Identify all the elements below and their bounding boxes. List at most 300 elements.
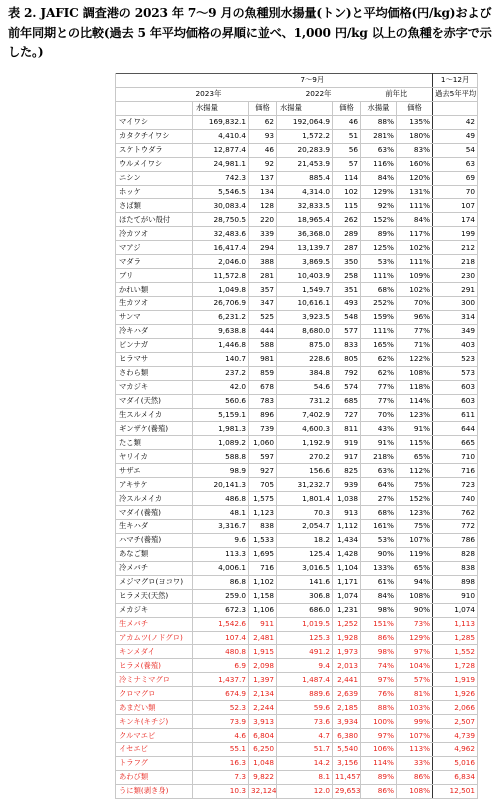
cell-v23: 1,089.2	[193, 436, 249, 450]
cell-rp: 65%	[397, 450, 433, 464]
table-row	[116, 380, 478, 394]
cell-p23: 739	[249, 422, 277, 436]
cell-v22: 889.6	[277, 687, 333, 701]
cell-p23: 927	[249, 464, 277, 478]
cell-v22: 306.8	[277, 589, 333, 603]
fish-species-name: クロマグロ	[116, 687, 193, 701]
fish-species-name: ヒラメ(養殖)	[116, 659, 193, 673]
cell-rp: 73%	[397, 617, 433, 631]
cell-p23: 896	[249, 408, 277, 422]
cell-v23: 73.9	[193, 715, 249, 729]
cell-rv: 133%	[361, 561, 397, 575]
fish-species-name: ハマチ(養殖)	[116, 533, 193, 547]
table-row	[116, 227, 478, 241]
cell-avg: 49	[433, 129, 478, 143]
cell-p22: 574	[333, 380, 361, 394]
table-row	[116, 575, 478, 589]
cell-rv: 86%	[361, 631, 397, 645]
cell-avg: 786	[433, 533, 478, 547]
cell-v22: 32,833.5	[277, 199, 333, 213]
cell-rv: 64%	[361, 478, 397, 492]
table-row	[116, 185, 478, 199]
cell-v23: 10.3	[193, 784, 249, 798]
cell-p22: 493	[333, 297, 361, 311]
cell-rp: 94%	[397, 575, 433, 589]
cell-avg: 1,552	[433, 645, 478, 659]
cell-rv: 53%	[361, 255, 397, 269]
cell-p22: 2,441	[333, 673, 361, 687]
cell-v22: 51.7	[277, 743, 333, 757]
fish-species-name: マダイ(養殖)	[116, 506, 193, 520]
fish-species-name: ニシン	[116, 171, 193, 185]
cell-v23: 16,417.4	[193, 241, 249, 255]
fish-species-name: サザエ	[116, 464, 193, 478]
fish-species-name: スケトウダラ	[116, 143, 193, 157]
cell-rp: 33%	[397, 756, 433, 770]
cell-p23: 783	[249, 394, 277, 408]
cell-v23: 480.8	[193, 645, 249, 659]
table-row	[116, 659, 478, 673]
cell-rv: 76%	[361, 687, 397, 701]
cell-avg: 1,285	[433, 631, 478, 645]
cell-p22: 1,434	[333, 533, 361, 547]
table-caption: 表 2. JAFIC 調査港の 2023 年 7～9 月の魚種別水揚量(トン)と平均価格(円/kg)および前年同期との比較(過去 5 年平均価格の昇順に並べ、1,000 円/kg 以上の魚種を赤字で示した。)	[8, 6, 492, 59]
cell-v22: 731.2	[277, 394, 333, 408]
cell-rp: 123%	[397, 506, 433, 520]
cell-rv: 53%	[361, 533, 397, 547]
cell-rv: 43%	[361, 422, 397, 436]
fish-species-name: クルマエビ	[116, 729, 193, 743]
cell-avg: 174	[433, 213, 478, 227]
fish-price-table	[115, 73, 477, 799]
cell-rp: 180%	[397, 129, 433, 143]
table-row	[116, 701, 478, 715]
cell-v23: 86.8	[193, 575, 249, 589]
cell-v22: 1,019.5	[277, 617, 333, 631]
cell-rv: 151%	[361, 617, 397, 631]
cell-rv: 84%	[361, 589, 397, 603]
fish-species-name: マイワシ	[116, 115, 193, 129]
cell-rv: 152%	[361, 213, 397, 227]
table-row	[116, 199, 478, 213]
cell-avg: 1,074	[433, 603, 478, 617]
cell-p23: 911	[249, 617, 277, 631]
cell-p23: 705	[249, 478, 277, 492]
fish-species-name: キンメダイ	[116, 645, 193, 659]
header-price-2022: 価格	[333, 101, 361, 115]
cell-v22: 156.6	[277, 464, 333, 478]
cell-avg: 1,926	[433, 687, 478, 701]
cell-p23: 444	[249, 324, 277, 338]
cell-rp: 152%	[397, 492, 433, 506]
cell-v23: 26,706.9	[193, 297, 249, 311]
cell-v23: 674.9	[193, 687, 249, 701]
table-row	[116, 283, 478, 297]
fish-species-name: メジマグロ(ヨコワ)	[116, 575, 193, 589]
cell-p22: 57	[333, 157, 361, 171]
cell-v23: 9,638.8	[193, 324, 249, 338]
fish-species-name: 冷カツオ	[116, 227, 193, 241]
cell-v22: 18.2	[277, 533, 333, 547]
cell-rp: 109%	[397, 269, 433, 283]
cell-rp: 111%	[397, 199, 433, 213]
cell-v23: 98.9	[193, 464, 249, 478]
table-row	[116, 533, 478, 547]
cell-rp: 129%	[397, 631, 433, 645]
cell-v22: 20,283.9	[277, 143, 333, 157]
cell-v22: 1,487.4	[277, 673, 333, 687]
cell-avg: 69	[433, 171, 478, 185]
cell-avg: 5,016	[433, 756, 478, 770]
cell-p23: 137	[249, 171, 277, 185]
cell-v22: 12.0	[277, 784, 333, 798]
table-row	[116, 408, 478, 422]
cell-avg: 644	[433, 422, 478, 436]
cell-p22: 548	[333, 310, 361, 324]
fish-species-name: マアジ	[116, 241, 193, 255]
cell-rp: 113%	[397, 743, 433, 757]
cell-v23: 20,141.3	[193, 478, 249, 492]
cell-avg: 314	[433, 310, 478, 324]
cell-v23: 4.6	[193, 729, 249, 743]
table-row	[116, 561, 478, 575]
cell-p22: 262	[333, 213, 361, 227]
fish-species-name: メカジキ	[116, 603, 193, 617]
header-period-jan-dec: 1～12月	[433, 74, 478, 88]
cell-rv: 88%	[361, 115, 397, 129]
cell-rp: 86%	[397, 770, 433, 784]
table-row	[116, 603, 478, 617]
cell-p23: 588	[249, 338, 277, 352]
cell-rv: 91%	[361, 436, 397, 450]
cell-avg: 4,739	[433, 729, 478, 743]
table-row	[116, 338, 478, 352]
cell-p23: 3,913	[249, 715, 277, 729]
fish-species-name: ヒラメ天(天然)	[116, 589, 193, 603]
cell-avg: 70	[433, 185, 478, 199]
cell-rv: 252%	[361, 297, 397, 311]
cell-p23: 1,158	[249, 589, 277, 603]
fish-species-name: ヒラマサ	[116, 352, 193, 366]
cell-rv: 77%	[361, 394, 397, 408]
cell-avg: 300	[433, 297, 478, 311]
cell-p22: 1,928	[333, 631, 361, 645]
cell-p23: 1,102	[249, 575, 277, 589]
cell-v23: 237.2	[193, 366, 249, 380]
fish-species-name: ヤリイカ	[116, 450, 193, 464]
cell-p23: 981	[249, 352, 277, 366]
cell-v22: 8.1	[277, 770, 333, 784]
table-row	[116, 464, 478, 478]
cell-rp: 160%	[397, 157, 433, 171]
cell-v22: 384.8	[277, 366, 333, 380]
cell-v22: 4,314.0	[277, 185, 333, 199]
table-row	[116, 715, 478, 729]
header-year-2022: 2022年	[277, 87, 361, 101]
cell-p23: 220	[249, 213, 277, 227]
cell-p22: 811	[333, 422, 361, 436]
fish-species-name: トラフグ	[116, 756, 193, 770]
cell-rp: 120%	[397, 171, 433, 185]
cell-rv: 165%	[361, 338, 397, 352]
cell-v22: 1,801.4	[277, 492, 333, 506]
cell-rv: 77%	[361, 380, 397, 394]
cell-p22: 727	[333, 408, 361, 422]
cell-avg: 230	[433, 269, 478, 283]
cell-v22: 4.7	[277, 729, 333, 743]
cell-rv: 97%	[361, 673, 397, 687]
cell-p22: 939	[333, 478, 361, 492]
cell-rp: 97%	[397, 645, 433, 659]
cell-rv: 68%	[361, 506, 397, 520]
cell-rv: 116%	[361, 157, 397, 171]
cell-p22: 287	[333, 241, 361, 255]
cell-rv: 27%	[361, 492, 397, 506]
fish-species-name: ビンナガ	[116, 338, 193, 352]
cell-avg: 716	[433, 464, 478, 478]
cell-v22: 686.0	[277, 603, 333, 617]
cell-p23: 1,695	[249, 547, 277, 561]
cell-p23: 1,397	[249, 673, 277, 687]
header-volume-2022: 水揚量	[277, 101, 333, 115]
cell-rp: 104%	[397, 659, 433, 673]
cell-rv: 62%	[361, 366, 397, 380]
cell-p23: 1,060	[249, 436, 277, 450]
cell-avg: 838	[433, 561, 478, 575]
table-row	[116, 478, 478, 492]
cell-v22: 125.3	[277, 631, 333, 645]
table-row	[116, 129, 478, 143]
cell-p23: 6,250	[249, 743, 277, 757]
table-row	[116, 171, 478, 185]
cell-p23: 1,123	[249, 506, 277, 520]
table-row	[116, 213, 478, 227]
cell-p22: 825	[333, 464, 361, 478]
cell-avg: 63	[433, 157, 478, 171]
table-row	[116, 743, 478, 757]
cell-p23: 1,575	[249, 492, 277, 506]
cell-p23: 46	[249, 143, 277, 157]
cell-p22: 56	[333, 143, 361, 157]
cell-avg: 42	[433, 115, 478, 129]
cell-p22: 46	[333, 115, 361, 129]
cell-p22: 805	[333, 352, 361, 366]
cell-avg: 1,919	[433, 673, 478, 687]
cell-avg: 6,834	[433, 770, 478, 784]
cell-v23: 742.3	[193, 171, 249, 185]
table-row	[116, 770, 478, 784]
cell-rp: 103%	[397, 701, 433, 715]
cell-v22: 31,232.7	[277, 478, 333, 492]
table-row	[116, 115, 478, 129]
cell-p22: 29,653	[333, 784, 361, 798]
cell-p22: 2,639	[333, 687, 361, 701]
cell-p23: 525	[249, 310, 277, 324]
cell-rv: 161%	[361, 520, 397, 534]
cell-v22: 1,572.2	[277, 129, 333, 143]
cell-p23: 134	[249, 185, 277, 199]
table-row	[116, 729, 478, 743]
table-row	[116, 352, 478, 366]
fish-species-name: 生メバチ	[116, 617, 193, 631]
cell-v23: 1,437.7	[193, 673, 249, 687]
table-row	[116, 297, 478, 311]
cell-rv: 92%	[361, 199, 397, 213]
cell-v22: 3,923.5	[277, 310, 333, 324]
cell-rv: 114%	[361, 756, 397, 770]
cell-v23: 140.7	[193, 352, 249, 366]
cell-v22: 1,192.9	[277, 436, 333, 450]
cell-p22: 1,973	[333, 645, 361, 659]
cell-v23: 52.3	[193, 701, 249, 715]
fish-species-name: アカムツ(ノドグロ)	[116, 631, 193, 645]
table-row	[116, 157, 478, 171]
cell-v22: 4,600.3	[277, 422, 333, 436]
cell-rv: 281%	[361, 129, 397, 143]
cell-avg: 611	[433, 408, 478, 422]
cell-rv: 61%	[361, 575, 397, 589]
cell-p23: 92	[249, 157, 277, 171]
table-row	[116, 310, 478, 324]
cell-rv: 68%	[361, 283, 397, 297]
cell-v22: 491.2	[277, 645, 333, 659]
cell-rv: 111%	[361, 324, 397, 338]
cell-rv: 97%	[361, 729, 397, 743]
fish-species-name: あまだい類	[116, 701, 193, 715]
cell-p22: 115	[333, 199, 361, 213]
cell-rp: 75%	[397, 478, 433, 492]
cell-p23: 62	[249, 115, 277, 129]
cell-avg: 772	[433, 520, 478, 534]
fish-species-name: 冷ミナミマグロ	[116, 673, 193, 687]
cell-v23: 32,483.6	[193, 227, 249, 241]
cell-p22: 351	[333, 283, 361, 297]
table-row	[116, 255, 478, 269]
cell-avg: 523	[433, 352, 478, 366]
cell-v22: 192,064.9	[277, 115, 333, 129]
cell-rp: 111%	[397, 255, 433, 269]
table-row	[116, 687, 478, 701]
table-row	[116, 143, 478, 157]
cell-v22: 3,869.5	[277, 255, 333, 269]
cell-p23: 32,124	[249, 784, 277, 798]
cell-v23: 28,750.5	[193, 213, 249, 227]
cell-p22: 102	[333, 185, 361, 199]
cell-v22: 10,616.1	[277, 297, 333, 311]
cell-rv: 98%	[361, 603, 397, 617]
cell-v23: 30,083.4	[193, 199, 249, 213]
cell-p23: 294	[249, 241, 277, 255]
cell-v23: 4,006.1	[193, 561, 249, 575]
cell-v23: 42.0	[193, 380, 249, 394]
cell-rp: 114%	[397, 394, 433, 408]
fish-species-name: 冷キハダ	[116, 324, 193, 338]
cell-p23: 1,048	[249, 756, 277, 770]
fish-species-name: ギンザケ(養殖)	[116, 422, 193, 436]
cell-rv: 100%	[361, 715, 397, 729]
cell-v23: 4,410.4	[193, 129, 249, 143]
cell-p23: 388	[249, 255, 277, 269]
cell-avg: 603	[433, 394, 478, 408]
cell-avg: 723	[433, 478, 478, 492]
cell-avg: 199	[433, 227, 478, 241]
cell-p22: 833	[333, 338, 361, 352]
cell-avg: 762	[433, 506, 478, 520]
cell-avg: 403	[433, 338, 478, 352]
table-body	[116, 115, 478, 798]
cell-p22: 1,171	[333, 575, 361, 589]
cell-v23: 1,446.8	[193, 338, 249, 352]
cell-avg: 218	[433, 255, 478, 269]
cell-v23: 12,877.4	[193, 143, 249, 157]
cell-avg: 740	[433, 492, 478, 506]
cell-rv: 218%	[361, 450, 397, 464]
cell-v22: 13,139.7	[277, 241, 333, 255]
fish-species-name: キンキ(キチジ)	[116, 715, 193, 729]
fish-species-name: ブリ	[116, 269, 193, 283]
cell-v23: 5,159.1	[193, 408, 249, 422]
cell-rp: 84%	[397, 213, 433, 227]
cell-avg: 710	[433, 450, 478, 464]
cell-rv: 62%	[361, 352, 397, 366]
cell-v23: 1,049.8	[193, 283, 249, 297]
fish-species-name: あわび類	[116, 770, 193, 784]
cell-v22: 2,054.7	[277, 520, 333, 534]
cell-p22: 5,540	[333, 743, 361, 757]
header-volume-2023: 水揚量	[193, 101, 249, 115]
cell-rp: 99%	[397, 715, 433, 729]
cell-p23: 2,244	[249, 701, 277, 715]
cell-p23: 597	[249, 450, 277, 464]
cell-v22: 70.3	[277, 506, 333, 520]
table-row	[116, 366, 478, 380]
fish-species-name: マダイ(天然)	[116, 394, 193, 408]
cell-rp: 117%	[397, 227, 433, 241]
fish-species-name: アキサケ	[116, 478, 193, 492]
table-row	[116, 520, 478, 534]
cell-rp: 123%	[397, 408, 433, 422]
table-row	[116, 673, 478, 687]
cell-avg: 828	[433, 547, 478, 561]
header-price-2023: 価格	[249, 101, 277, 115]
cell-p22: 3,934	[333, 715, 361, 729]
cell-rv: 129%	[361, 185, 397, 199]
cell-v22: 73.6	[277, 715, 333, 729]
cell-rv: 89%	[361, 770, 397, 784]
cell-rp: 65%	[397, 561, 433, 575]
cell-rp: 90%	[397, 603, 433, 617]
cell-p22: 6,380	[333, 729, 361, 743]
cell-v22: 54.6	[277, 380, 333, 394]
cell-rv: 106%	[361, 743, 397, 757]
cell-p23: 2,098	[249, 659, 277, 673]
header-5yr-avg: 過去5年平均	[433, 87, 478, 101]
cell-avg: 291	[433, 283, 478, 297]
cell-rv: 63%	[361, 143, 397, 157]
cell-rp: 115%	[397, 436, 433, 450]
fish-species-name: ほたてがい殻付	[116, 213, 193, 227]
cell-rv: 84%	[361, 171, 397, 185]
cell-p22: 1,104	[333, 561, 361, 575]
fish-species-name: 生スルメイカ	[116, 408, 193, 422]
cell-p23: 339	[249, 227, 277, 241]
cell-v23: 16.3	[193, 756, 249, 770]
cell-p23: 281	[249, 269, 277, 283]
cell-rp: 122%	[397, 352, 433, 366]
cell-avg: 4,962	[433, 743, 478, 757]
cell-v23: 2,046.0	[193, 255, 249, 269]
cell-v22: 21,453.9	[277, 157, 333, 171]
